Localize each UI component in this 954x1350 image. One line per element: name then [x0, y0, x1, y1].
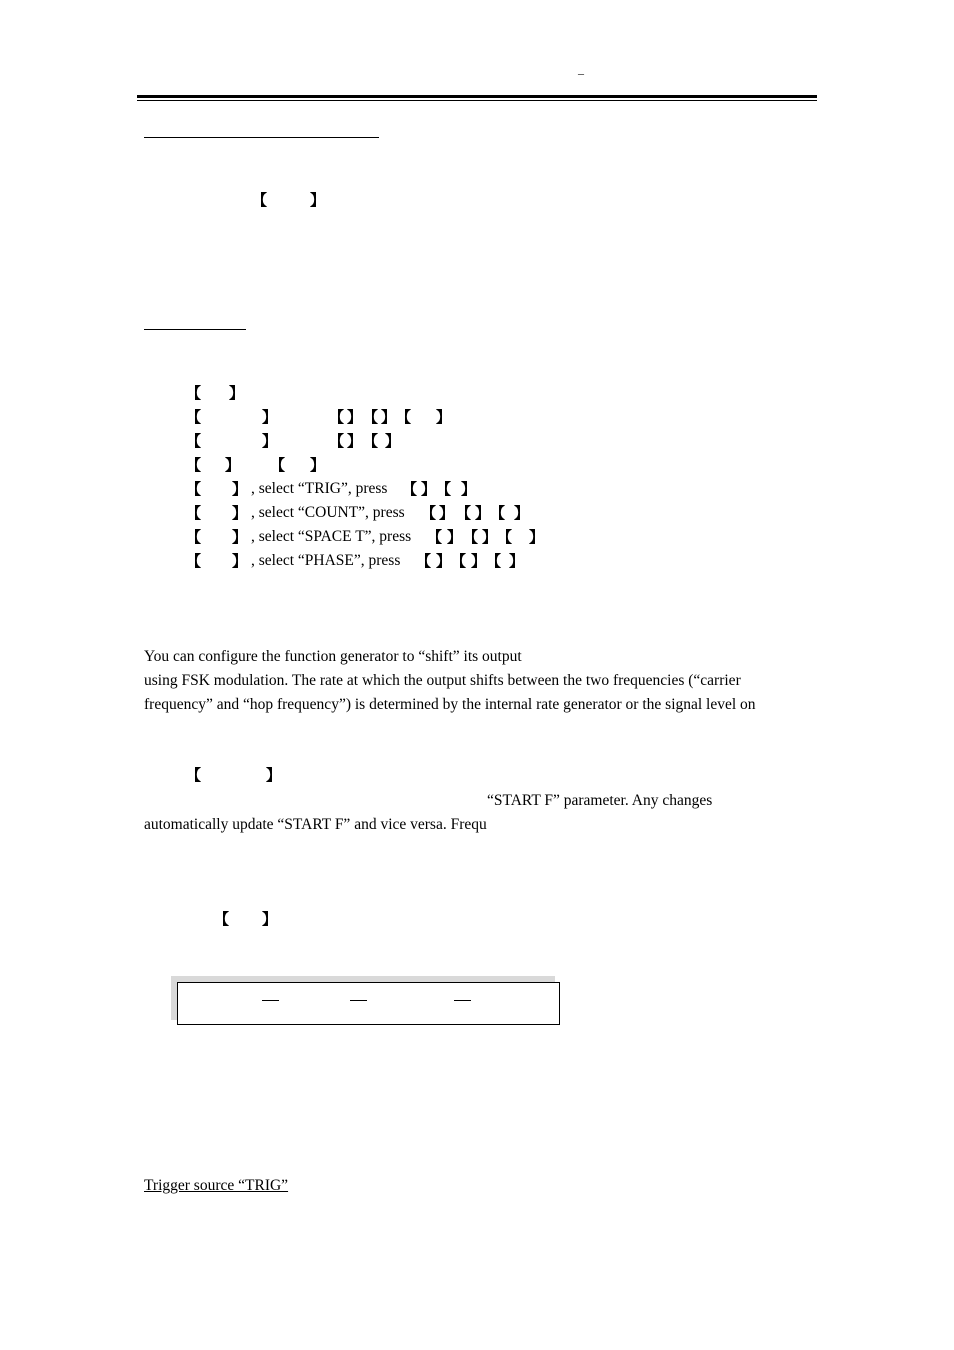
key-bracket-left: 【: [186, 384, 202, 402]
key-bracket-right: 】: [232, 480, 248, 498]
key-bracket-right: 】: [471, 552, 487, 570]
key-bracket-left: 【: [329, 432, 345, 450]
fsk-paragraph-line-1: You can configure the function generator to “shift” its output: [144, 648, 522, 665]
fsk-paragraph-line-3: frequency” and “hop frequency”) is determined by the internal rate generator or the signal level on: [144, 696, 756, 713]
key-bracket-right: 】: [436, 408, 452, 426]
display-box: [177, 982, 560, 1025]
key-bracket-right: 】: [482, 528, 498, 546]
key-bracket-left: 【: [329, 408, 345, 426]
section-heading-underline-2: [144, 329, 246, 330]
key-bracket-right: 】: [310, 456, 326, 474]
key-bracket-left: 【: [463, 528, 479, 546]
key-bracket-left: 【: [186, 552, 202, 570]
display-dash: [454, 1000, 471, 1001]
key-bracket-left: 【: [427, 528, 443, 546]
key-bracket-left: 【: [252, 191, 268, 209]
key-bracket-left: 【: [270, 456, 286, 474]
header-mark: –: [578, 66, 584, 80]
key-bracket-right: 】: [310, 191, 326, 209]
key-bracket-left: 【: [497, 528, 513, 546]
key-bracket-right: 】: [475, 504, 491, 522]
key-bracket-right: 】: [436, 552, 452, 570]
key-bracket-right: 】: [461, 480, 477, 498]
key-bracket-right: 】: [347, 432, 363, 450]
key-bracket-right: 】: [232, 504, 248, 522]
key-bracket-right: 】: [347, 408, 363, 426]
key-bracket-right: 】: [447, 528, 463, 546]
key-bracket-left: 【: [186, 408, 202, 426]
key-bracket-left: 【: [186, 432, 202, 450]
key-bracket-left: 【: [416, 552, 432, 570]
key-bracket-right: 】: [232, 528, 248, 546]
header-rule-thin: [137, 100, 817, 101]
key-bracket-right: 】: [262, 910, 278, 928]
key-bracket-left: 【: [186, 456, 202, 474]
key-bracket-left: 【: [486, 552, 502, 570]
key-bracket-left: 【: [363, 408, 379, 426]
key-bracket-left: 【: [436, 480, 452, 498]
step-text: , select “SPACE T”, press: [251, 528, 412, 545]
key-bracket-left: 【: [186, 480, 202, 498]
step-text: , select “TRIG”, press: [251, 480, 388, 497]
step-text: , select “COUNT”, press: [251, 504, 405, 521]
key-bracket-left: 【: [490, 504, 506, 522]
key-bracket-right: 】: [266, 766, 282, 784]
key-bracket-left: 【: [186, 766, 202, 784]
key-bracket-right: 】: [225, 456, 241, 474]
key-bracket-right: 】: [229, 384, 245, 402]
fsk-paragraph-line-2: using FSK modulation. The rate at which the output shifts between the two frequencies (“carrier: [144, 672, 741, 689]
section-heading-underline-1: [144, 137, 379, 138]
key-bracket-right: 】: [381, 408, 397, 426]
start-f-paragraph-line-2: automatically update “START F” and vice versa. Frequ: [144, 816, 487, 833]
key-bracket-left: 【: [451, 552, 467, 570]
key-bracket-left: 【: [186, 528, 202, 546]
key-bracket-right: 】: [529, 528, 545, 546]
key-bracket-left: 【: [214, 910, 230, 928]
section-heading-trigger-source: Trigger source “TRIG”: [144, 1177, 289, 1194]
display-dash: [262, 1000, 279, 1001]
display-dash: [350, 1000, 367, 1001]
start-f-paragraph-line-1: “START F” parameter. Any changes: [487, 792, 713, 809]
key-bracket-left: 【: [402, 480, 418, 498]
key-bracket-right: 】: [262, 432, 278, 450]
key-bracket-right: 】: [232, 552, 248, 570]
key-bracket-left: 【: [456, 504, 472, 522]
key-bracket-right: 】: [385, 432, 401, 450]
header-rule-thick: [137, 95, 817, 98]
key-bracket-left: 【: [363, 432, 379, 450]
step-text: , select “PHASE”, press: [251, 552, 401, 569]
key-bracket-right: 】: [421, 480, 437, 498]
key-bracket-right: 】: [262, 408, 278, 426]
key-bracket-right: 】: [439, 504, 455, 522]
key-bracket-right: 】: [509, 552, 525, 570]
key-bracket-left: 【: [396, 408, 412, 426]
key-bracket-right: 】: [514, 504, 530, 522]
key-bracket-left: 【: [421, 504, 437, 522]
key-bracket-left: 【: [186, 504, 202, 522]
